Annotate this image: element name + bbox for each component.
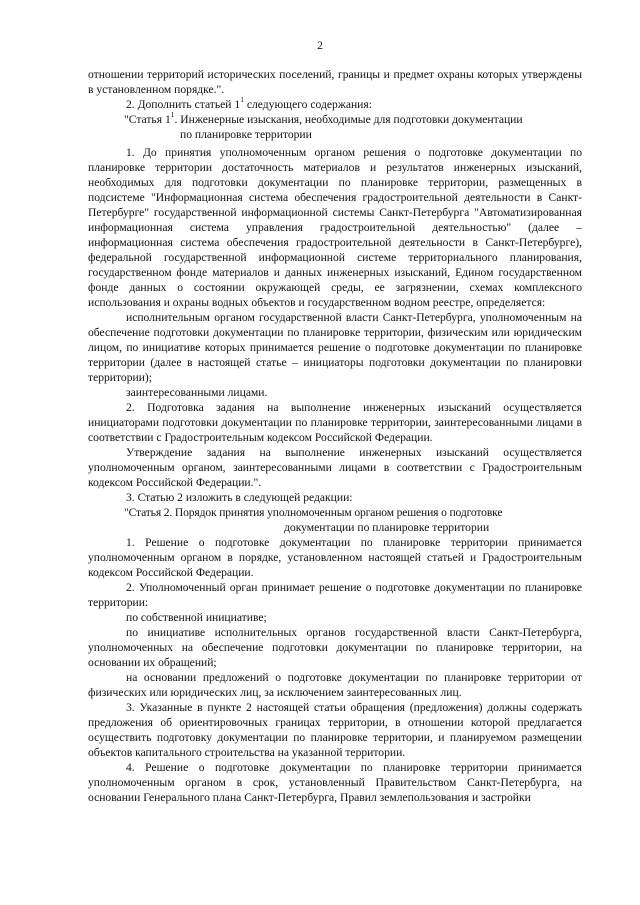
article-1-1-clause-1-item-b: заинтересованными лицами. [126, 386, 268, 399]
amendment-item-3: 3. Статью 2 изложить в следующей редакции: [126, 491, 353, 504]
article-1-1-clause-1: 1. До принятия уполномоченным органом решения о подготовке документации по планировке территории достаточность материалов и результатов инженерных изысканий, необходимых для подготовки документации по планировке территории, размещенных в подсистеме "Информационная система обеспечения градостроительной деятельности в Санкт-Петербурге" государственной информационной системы Санкт-Петербурга "Автоматизированная информационная система управления градостроительной деятельностью" (далее – информационная система обеспечения градостроительной деятельности в Санкт-Петербурге), федеральной государственной информационной системе территориального планирования, государственном фонде материалов и данных инженерных изысканий, Едином государственном фонде данных о состоянии окружающей среды, ее загрязнении, схемах комплексного использования и охраны водных объектов и государственном водном реестре, определяется: [88, 146, 582, 309]
article-1-1-title-rest: . Инженерные изыскания, необходимые для подготовки документации [174, 113, 523, 126]
article-2-clause-1: 1. Решение о подготовке документации по планировке территории принимается уполномоченным органом в порядке, установленном настоящей статьей и Градостроительным кодексом Российской Федерации. [88, 536, 582, 579]
article-2-clause-3: 3. Указанные в пункте 2 настоящей статьи обращения (предложения) должны содержать предложения об ориентировочных границах территории, в отношении которой предлагается осуществить подготовку документации по планировке территории, и планируемом размещении объектов капитального строительства на указанной территории. [88, 701, 582, 759]
amendment-item-2 [88, 97, 582, 112]
paragraph-continuation: отношении территорий исторических поселений, границы и предмет охраны которых утверждены в установленном порядке.". [88, 68, 582, 96]
article-2-clause-2-item-c: на основании предложений о подготовке документации по планировке территории от физических или юридических лиц, за исключением заинтересованных лиц. [88, 671, 582, 699]
article-2-clause-2: 2. Уполномоченный орган принимает решение о подготовке документации по планировке территории: [88, 581, 582, 609]
page-number: 2 [317, 39, 323, 52]
article-1-1-clause-2-approval: Утверждение задания на выполнение инженерных изысканий осуществляется уполномоченным органом, заинтересованными лицами в соответствии с Градостроительным кодексом Российской Федерации.". [88, 446, 582, 489]
article-2-clause-2-item-a: по собственной инициативе; [126, 611, 267, 624]
article-2-title: "Статья 2. Порядок принятия уполномоченным органом решения о подготовке [124, 506, 503, 519]
superscript-2: 1 [170, 110, 175, 119]
amendment-item-2-text: 2. Дополнить статьей 1 [126, 98, 241, 111]
article-1-1-title-line2: по планировке территории [180, 128, 312, 141]
article-1-1-clause-1-item-a: исполнительным органом государственной власти Санкт-Петербурга, уполномоченным на обеспечение подготовки документации по планировке территории, физическим или юридическим лицом, по инициативе которых принимается решение о подготовке документации по планировке территории (далее в настоящей статье – инициаторы подготовки документации по планировки территории); [88, 311, 582, 384]
article-1-1-title-start: "Статья 1 [124, 113, 171, 126]
article-2-clause-2-item-b: по инициативе исполнительных органов государственной власти Санкт-Петербурга, уполномоченных на обеспечение подготовки документации по планировке территории, на основании их обращений; [88, 626, 582, 669]
article-2-clause-4: 4. Решение о подготовке документации по планировке территории принимается уполномоченным органом в срок, установленный Правительством Санкт-Петербурга, на основании Генерального плана Санкт-Петербурга, Правил землепользования и застройки [88, 761, 582, 804]
superscript-1: 1 [240, 95, 244, 104]
article-1-1-title [88, 112, 582, 127]
amendment-item-2-text-end: следующего содержания: [246, 98, 372, 111]
article-2-title-line2: документации по планировке территории [284, 521, 490, 534]
article-1-1-clause-2: 2. Подготовка задания на выполнение инженерных изысканий осуществляется инициаторами подготовки документации по планировке территории, заинтересованными лицами в соответствии с Градостроительным кодексом Российской Федерации. [88, 401, 582, 444]
document-body [88, 67, 582, 805]
